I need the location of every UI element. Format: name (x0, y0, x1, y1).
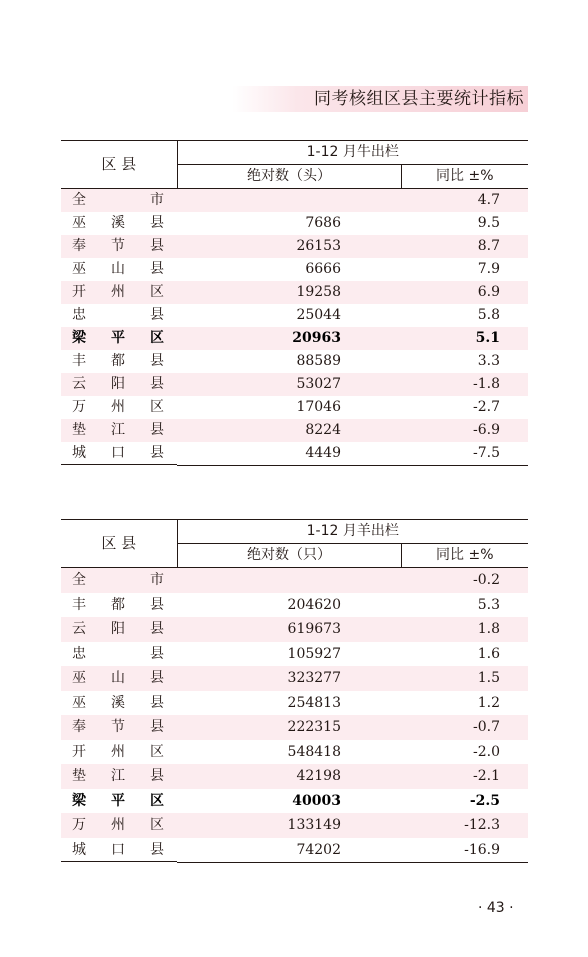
region-char: 区 (150, 399, 164, 415)
absolute-value-cell: 204620 (287, 596, 341, 613)
absolute-value-cell: 8224 (177, 419, 401, 442)
table-row (61, 715, 528, 740)
region-char: 巫 (72, 694, 86, 711)
yoy-value-cell: -12.3 (401, 813, 528, 838)
yoy-value-cell: 7.9 (477, 261, 501, 277)
absolute-value-cell: 88589 (296, 353, 341, 369)
region-char: 垫 (72, 422, 86, 438)
table-row (61, 838, 528, 863)
region-char (110, 642, 126, 667)
absolute-value-cell: 25044 (296, 307, 341, 323)
yoy-value-cell: 9.5 (477, 215, 501, 231)
region-char: 梁 (72, 330, 86, 346)
absolute-value-cell (177, 189, 401, 213)
region-cell (61, 419, 177, 442)
region-char: 巫 (72, 670, 86, 686)
absolute-value-cell: 323277 (177, 666, 401, 691)
region-char: 区 (150, 743, 164, 760)
region-char: 县 (150, 841, 164, 858)
absolute-value-cell: 619673 (177, 617, 401, 642)
region-char: 都 (111, 353, 125, 369)
region-char: 县 (150, 694, 164, 711)
region-char: 县 (150, 307, 164, 323)
yoy-value-cell: 6.9 (401, 281, 528, 304)
region-char (110, 304, 126, 327)
yoy-value-cell: 4.7 (401, 189, 528, 213)
region-char: 县 (150, 238, 164, 254)
region-char: 梁 (72, 792, 86, 809)
region-char: 县 (150, 719, 164, 735)
yoy-value-cell: 5.3 (477, 596, 501, 613)
region-char: 万 (72, 399, 86, 415)
table-row (61, 593, 528, 618)
region-cell (61, 304, 177, 327)
region-cell (61, 617, 177, 642)
region-char: 县 (150, 645, 164, 662)
region-char: 平 (111, 330, 125, 346)
region-char: 城 (72, 445, 86, 461)
absolute-value-cell: 40003 (292, 792, 341, 809)
region-char: 丰 (72, 596, 86, 613)
region-cell (61, 691, 177, 716)
absolute-value-cell: 6666 (305, 261, 341, 277)
table-row (61, 258, 528, 281)
absolute-column-header: 绝对数（只） (177, 544, 401, 568)
absolute-value-cell: 26153 (177, 235, 401, 258)
region-char: 忠 (72, 307, 86, 323)
region-char: 县 (150, 445, 164, 461)
yoy-value-cell: -2.0 (473, 743, 501, 760)
region-cell (61, 327, 177, 350)
region-char: 城 (72, 841, 86, 858)
cattle-group-header: 1-12 月牛出栏 (177, 141, 528, 165)
absolute-value-cell: 133149 (177, 813, 401, 838)
region-char: 奉 (72, 719, 86, 735)
region-char: 山 (111, 670, 125, 686)
yoy-column-header: 同比 ±% (401, 544, 528, 568)
region-char: 县 (150, 596, 164, 613)
region-char: 江 (111, 422, 125, 438)
region-char: 州 (111, 399, 125, 415)
table-row (61, 764, 528, 789)
region-cell (61, 715, 177, 740)
absolute-column-header: 绝对数（头） (177, 165, 401, 189)
region-column-header: 区 县 (61, 141, 177, 189)
table-row (61, 666, 528, 691)
table-row (61, 212, 528, 235)
region-char: 云 (72, 376, 86, 392)
region-cell (61, 838, 177, 863)
table-row (61, 617, 528, 642)
region-cell (61, 189, 177, 212)
region-char: 县 (150, 422, 164, 438)
table-row (61, 740, 528, 765)
region-cell (61, 396, 177, 419)
yoy-value-cell: 3.3 (477, 353, 501, 369)
absolute-value-cell: 17046 (296, 399, 341, 415)
table-row (61, 642, 528, 667)
table-row (61, 235, 528, 258)
region-char: 州 (111, 743, 125, 760)
region-char: 县 (150, 353, 164, 369)
table-row (61, 327, 528, 350)
sheep-output-table (61, 519, 528, 863)
region-column-header: 区 县 (61, 520, 177, 568)
region-char: 平 (111, 792, 125, 809)
region-char (110, 568, 126, 593)
yoy-value-cell: -0.2 (401, 568, 528, 593)
region-cell (61, 789, 177, 814)
yoy-column-header: 同比 ±% (401, 165, 528, 189)
region-cell (61, 813, 177, 838)
yoy-value-cell: -6.9 (401, 419, 528, 442)
region-char: 县 (150, 621, 164, 637)
table-row (61, 789, 528, 814)
region-char: 节 (111, 719, 125, 735)
region-char: 山 (111, 261, 125, 277)
region-cell (61, 593, 177, 618)
absolute-value-cell: 548418 (287, 743, 341, 760)
yoy-value-cell: 1.5 (401, 666, 528, 691)
table-row (61, 442, 528, 466)
sheep-group-header: 1-12 月羊出栏 (177, 520, 528, 544)
yoy-value-cell: 1.2 (477, 694, 501, 711)
region-char: 市 (150, 192, 164, 208)
absolute-value-cell: 222315 (177, 715, 401, 740)
absolute-value-cell: 42198 (177, 764, 401, 789)
region-char: 溪 (111, 694, 125, 711)
region-char: 阳 (111, 376, 125, 392)
table-row (61, 373, 528, 396)
absolute-value-cell: 7686 (305, 215, 341, 231)
region-char: 江 (111, 768, 125, 784)
region-char: 全 (72, 192, 86, 208)
region-char: 县 (150, 215, 164, 231)
table-row (61, 691, 528, 716)
region-char: 节 (111, 238, 125, 254)
absolute-value-cell: 19258 (177, 281, 401, 304)
region-char: 区 (150, 817, 164, 833)
region-char: 溪 (111, 215, 125, 231)
region-char (110, 189, 126, 212)
yoy-value-cell: 5.8 (477, 307, 501, 323)
region-char: 都 (111, 596, 125, 613)
table-row (61, 304, 528, 327)
region-char: 巫 (72, 261, 86, 277)
yoy-value-cell: -1.8 (401, 373, 528, 396)
region-char: 县 (150, 261, 164, 277)
table-row (61, 813, 528, 838)
region-char: 奉 (72, 238, 86, 254)
yoy-value-cell: 1.8 (401, 617, 528, 642)
yoy-value-cell: -0.7 (401, 715, 528, 740)
yoy-value-cell: -2.5 (469, 792, 501, 809)
cattle-output-table (61, 140, 528, 466)
region-char: 口 (111, 841, 125, 858)
absolute-value-cell: 105927 (287, 645, 341, 662)
region-cell (61, 568, 177, 593)
region-cell (61, 235, 177, 258)
region-char: 州 (111, 817, 125, 833)
page-header-title: 同考核组区县主要统计指标 (314, 89, 524, 109)
region-char: 口 (111, 445, 125, 461)
yoy-value-cell: 8.7 (401, 235, 528, 258)
table-row (61, 350, 528, 373)
region-char: 开 (72, 743, 86, 760)
region-cell (61, 642, 177, 667)
yoy-value-cell: 1.6 (477, 645, 501, 662)
region-cell (61, 666, 177, 691)
table-row (61, 189, 528, 213)
absolute-value-cell: 254813 (287, 694, 341, 711)
region-char: 云 (72, 621, 86, 637)
region-char: 阳 (111, 621, 125, 637)
region-cell (61, 258, 177, 281)
region-cell (61, 212, 177, 235)
region-cell (61, 764, 177, 789)
region-char: 县 (150, 768, 164, 784)
region-char: 忠 (72, 645, 86, 662)
region-cell (61, 373, 177, 396)
region-char: 区 (150, 284, 164, 300)
region-char: 开 (72, 284, 86, 300)
region-char: 区 (150, 330, 164, 346)
absolute-value-cell (177, 568, 401, 593)
yoy-value-cell: -2.7 (473, 399, 501, 415)
absolute-value-cell: 53027 (177, 373, 401, 396)
region-char: 垫 (72, 768, 86, 784)
region-char: 市 (150, 572, 164, 588)
table-row (61, 281, 528, 304)
region-cell (61, 740, 177, 765)
yoy-value-cell: -7.5 (401, 442, 528, 466)
region-cell (61, 281, 177, 304)
region-char: 巫 (72, 215, 86, 231)
absolute-value-cell: 20963 (177, 327, 401, 350)
yoy-value-cell: 5.1 (401, 327, 528, 350)
table-row (61, 568, 528, 593)
yoy-value-cell: -16.9 (401, 838, 528, 863)
region-char: 全 (72, 572, 86, 588)
region-char: 县 (150, 376, 164, 392)
region-char: 丰 (72, 353, 86, 369)
region-cell (61, 350, 177, 373)
region-char: 县 (150, 670, 164, 686)
table-row (61, 396, 528, 419)
yoy-value-cell: -2.1 (401, 764, 528, 789)
region-char: 州 (111, 284, 125, 300)
page-number: · 43 · (478, 900, 514, 916)
absolute-value-cell: 74202 (177, 838, 401, 863)
absolute-value-cell: 4449 (177, 442, 401, 466)
region-cell (61, 442, 177, 465)
region-char: 区 (150, 792, 164, 809)
table-row (61, 419, 528, 442)
region-char: 万 (72, 817, 86, 833)
